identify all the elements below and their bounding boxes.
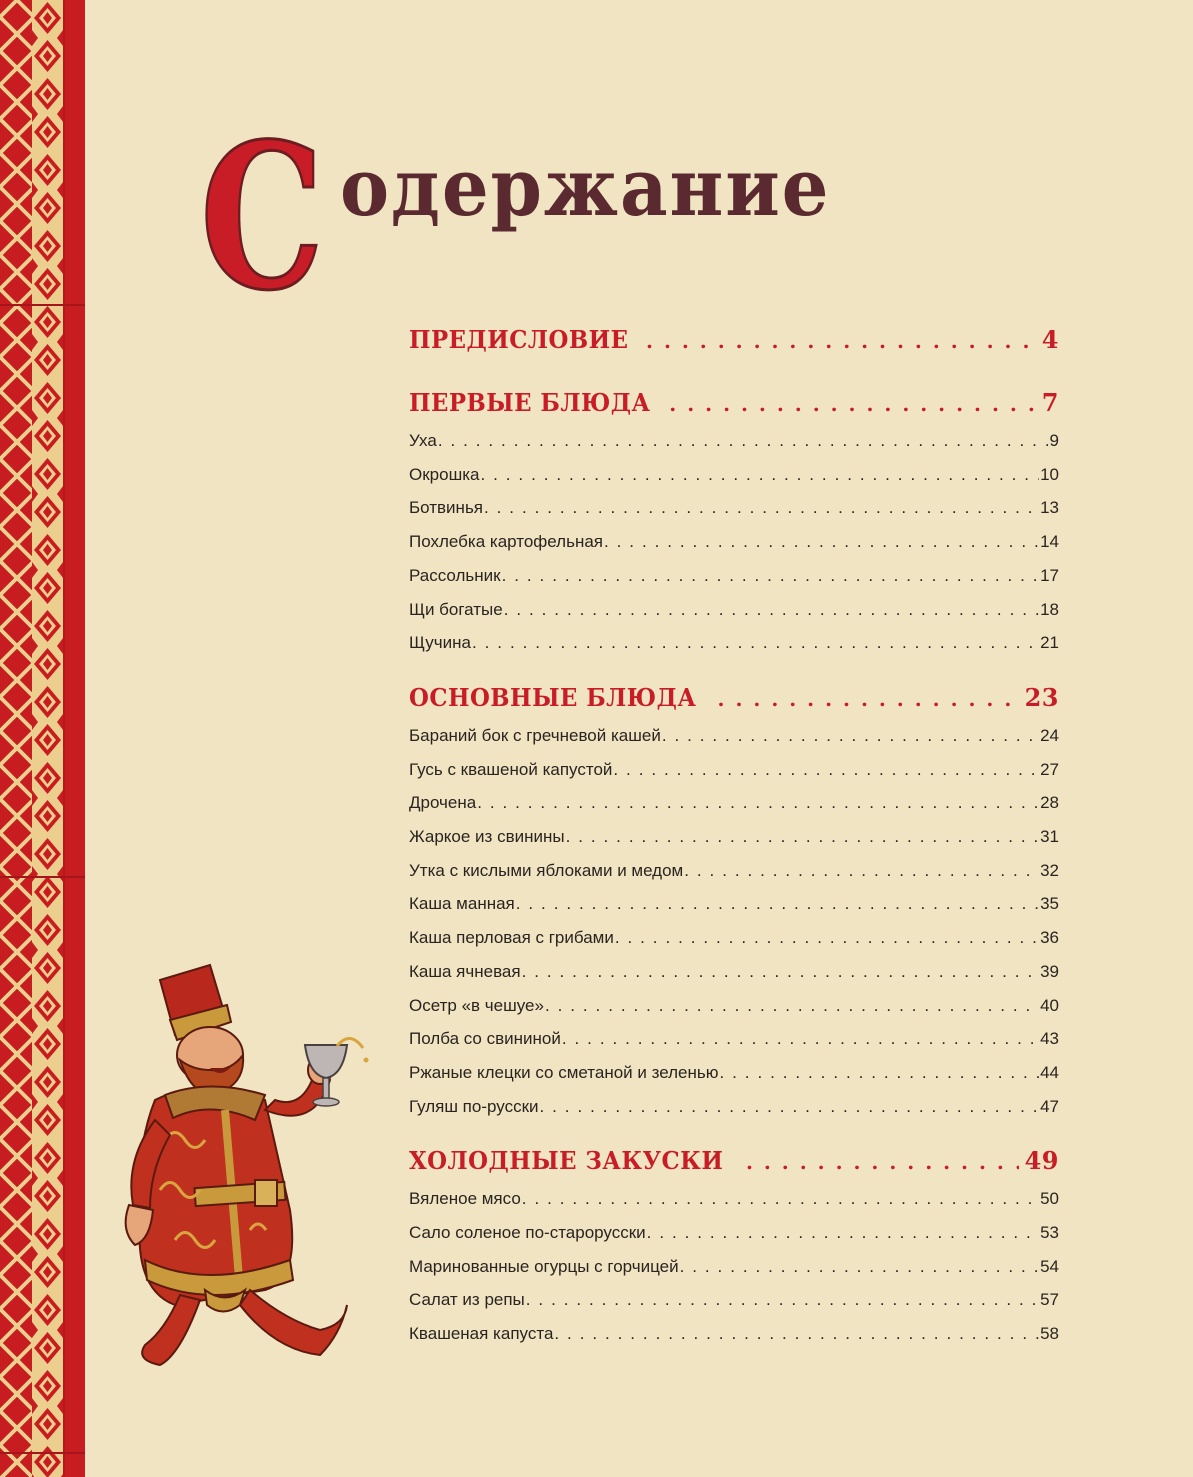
toc-entry[interactable] (409, 1056, 1059, 1090)
page-number: 39 (1040, 961, 1059, 981)
page-number: 23 (1024, 682, 1059, 712)
leader-dots (502, 559, 1039, 593)
toc-entry[interactable] (409, 491, 1059, 525)
leader-dots (562, 1022, 1039, 1056)
page-number: 43 (1040, 1029, 1059, 1049)
toc-entry[interactable] (409, 593, 1059, 627)
entry-title: Сало соленое по-старорусски (409, 1223, 646, 1243)
border-solid-stripe (63, 0, 85, 1477)
entry-title: Ржаные клецки со сметаной и зеленью (409, 1062, 719, 1082)
page-number: 50 (1040, 1189, 1059, 1209)
border-seam (0, 304, 85, 306)
page-number: 31 (1040, 827, 1059, 847)
leader-dots (480, 458, 1039, 492)
entry-title: Каша ячневая (409, 961, 521, 981)
table-of-contents (409, 320, 1059, 1351)
leader-dots (526, 1283, 1039, 1317)
leader-dots (545, 989, 1039, 1023)
entry-title: Щучина (409, 633, 472, 653)
leader-dots (516, 887, 1039, 921)
border-chain-band (32, 0, 63, 1477)
entry-title: Щи богатые (409, 599, 503, 619)
entry-title: Похлебка картофельная (409, 532, 603, 552)
title-drop-cap: С (200, 100, 325, 335)
toc-entry[interactable] (409, 1022, 1059, 1056)
leader-dots (746, 1142, 1019, 1182)
page-number: 17 (1040, 565, 1059, 585)
page-number: 14 (1040, 532, 1059, 552)
entry-title: Каша манная (409, 894, 515, 914)
page-number: 7 (1041, 388, 1059, 417)
toc-entry[interactable] (409, 559, 1059, 593)
entry-title: Рассольник (409, 565, 501, 585)
page-number: 9 (1049, 431, 1059, 450)
toc-entry[interactable] (409, 626, 1059, 660)
page-number: 4 (1041, 325, 1059, 354)
page-number: 53 (1040, 1223, 1059, 1243)
page-number: 24 (1040, 725, 1059, 745)
page-number: 40 (1040, 995, 1059, 1015)
page-number: 54 (1040, 1256, 1059, 1276)
page-number: 49 (1024, 1146, 1059, 1176)
boyar-illustration (115, 960, 395, 1390)
section-title: ПЕРВЫЕ БЛЮДА (409, 388, 651, 417)
leader-dots (522, 1182, 1039, 1216)
leader-dots (646, 321, 1036, 361)
leader-dots (522, 955, 1039, 989)
leader-dots (438, 424, 1049, 458)
page-number: 18 (1040, 599, 1059, 619)
page-number: 44 (1040, 1062, 1059, 1082)
leader-dots (718, 679, 1019, 719)
toc-entry[interactable] (409, 887, 1059, 921)
entry-title: Жаркое из свинины (409, 827, 565, 847)
entry-title: Салат из репы (409, 1290, 525, 1310)
entry-title: Утка с кислыми яблоками и медом (409, 860, 684, 880)
toc-entry[interactable] (409, 424, 1059, 458)
section-title: ПРЕДИСЛОВИЕ (409, 325, 629, 354)
entry-title: Гусь с квашеной капустой (409, 759, 613, 779)
title-text: одержание (340, 140, 831, 234)
toc-entry[interactable] (409, 458, 1059, 492)
leader-dots (504, 593, 1039, 627)
toc-entry[interactable] (409, 1283, 1059, 1317)
page-number: 35 (1040, 894, 1059, 914)
entry-title: Полба со свининой (409, 1029, 561, 1049)
toc-entry[interactable] (409, 719, 1059, 753)
page-number: 36 (1040, 928, 1059, 948)
ornamental-border (0, 0, 85, 1477)
toc-entry[interactable] (409, 1090, 1059, 1124)
toc-entry[interactable] (409, 1250, 1059, 1284)
toc-entry[interactable] (409, 989, 1059, 1023)
toc-entry[interactable] (409, 955, 1059, 989)
leader-dots (484, 491, 1039, 525)
entry-title: Квашеная капуста (409, 1324, 554, 1344)
leader-dots (566, 820, 1039, 854)
leader-dots (477, 786, 1039, 820)
leader-dots (684, 854, 1039, 888)
border-seam (0, 876, 85, 878)
leader-dots (680, 1250, 1039, 1284)
leader-dots (540, 1090, 1040, 1124)
entry-title: Гуляш по-русски (409, 1096, 539, 1116)
page-number: 28 (1040, 793, 1059, 813)
section-title: ХОЛОДНЫЕ ЗАКУСКИ (409, 1146, 724, 1176)
border-seam (0, 1452, 85, 1454)
toc-entry[interactable] (409, 1182, 1059, 1216)
section-title: ОСНОВНЫЕ БЛЮДА (409, 682, 697, 712)
page-number: 13 (1040, 498, 1059, 518)
page-number: 58 (1040, 1324, 1059, 1344)
leader-dots (647, 1216, 1039, 1250)
entry-title: Дрочена (409, 793, 477, 813)
leader-dots (613, 753, 1039, 787)
leader-dots (720, 1056, 1040, 1090)
toc-entry[interactable] (409, 786, 1059, 820)
toc-section-first-courses[interactable] (409, 383, 1059, 424)
toc-entry[interactable] (409, 1216, 1059, 1250)
leader-dots (472, 626, 1039, 660)
page-number: 57 (1040, 1290, 1059, 1310)
page-number: 21 (1040, 633, 1059, 653)
page-number: 10 (1040, 464, 1059, 484)
page-number: 32 (1040, 860, 1059, 880)
toc-entry[interactable] (409, 525, 1059, 559)
leader-dots (615, 921, 1039, 955)
toc-entry[interactable] (409, 820, 1059, 854)
entry-title: Ботвинья (409, 498, 484, 518)
leader-dots (554, 1317, 1039, 1351)
entry-title: Бараний бок с гречневой кашей (409, 725, 661, 745)
toc-entry[interactable] (409, 921, 1059, 955)
toc-section-main-courses[interactable] (409, 678, 1059, 719)
entry-title: Каша перловая с грибами (409, 928, 614, 948)
leader-dots (669, 384, 1036, 424)
entry-title: Осетр «в чешуе» (409, 995, 544, 1015)
entry-title: Уха (409, 431, 437, 450)
toc-entry[interactable] (409, 1317, 1059, 1351)
border-diamond-pattern (0, 0, 32, 1477)
toc-preface[interactable] (409, 320, 1059, 361)
toc-section-cold-appetizers[interactable] (409, 1141, 1059, 1182)
page-number: 27 (1040, 759, 1059, 779)
entry-title: Окрошка (409, 464, 480, 484)
entry-title: Вяленое мясо (409, 1189, 521, 1209)
toc-entry[interactable] (409, 753, 1059, 787)
entry-title: Маринованные огурцы с горчицей (409, 1256, 679, 1276)
leader-dots (604, 525, 1039, 559)
toc-entry[interactable] (409, 854, 1059, 888)
page-number: 47 (1040, 1096, 1059, 1116)
leader-dots (662, 719, 1039, 753)
